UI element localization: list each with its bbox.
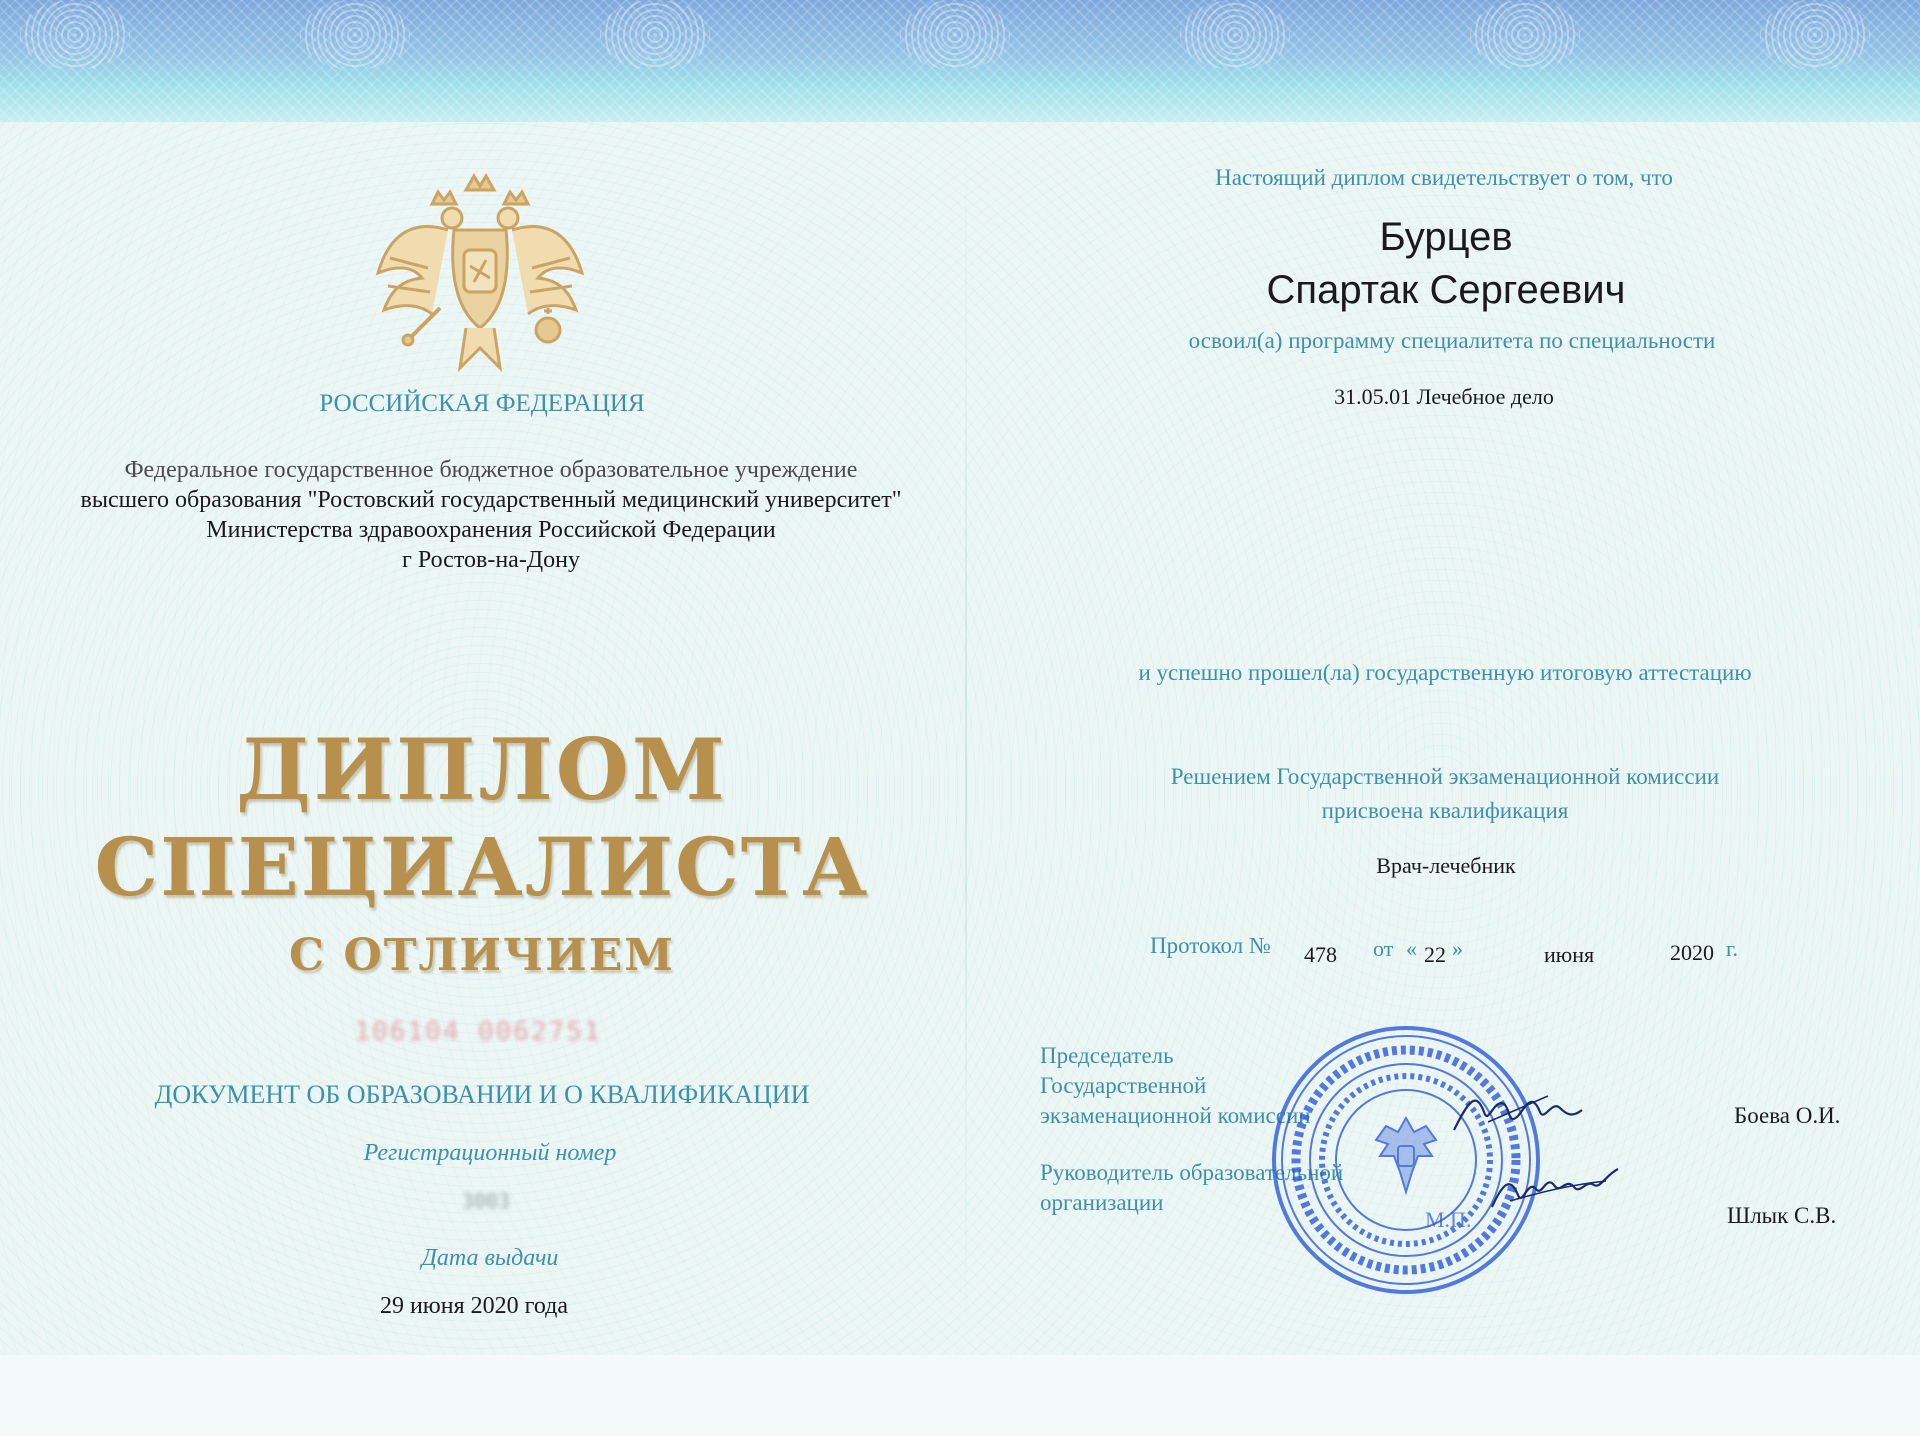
chair-line-1: Председатель: [1040, 1043, 1174, 1068]
decision-line-1: Решением Государственной экзаменационной комиссии: [1170, 764, 1720, 789]
serial-number: 106104 0062751: [354, 1017, 602, 1047]
protocol-year-suffix: г.: [1726, 936, 1739, 961]
attestation-text: и успешно прошел(ла) государственную итоговую аттестацию: [1138, 660, 1752, 685]
issue-date-label: Дата выдачи: [421, 1245, 559, 1271]
diploma-title-line-2: СПЕЦИАЛИСТА: [94, 820, 870, 914]
specialty: 31.05.01 Лечебное дело: [1334, 384, 1554, 409]
head-line-1: Руководитель образовательной: [1040, 1160, 1344, 1185]
chair-line-2: Государственной: [1040, 1073, 1207, 1098]
protocol-close-quote: »: [1452, 936, 1463, 961]
graduate-surname: Бурцев: [1379, 215, 1513, 259]
diploma-title-line-3: С ОТЛИЧИЕМ: [289, 930, 675, 981]
protocol-day: 22: [1424, 942, 1446, 967]
double-headed-eagle-icon: [370, 168, 590, 393]
institution-line-3: Министерства здравоохранения Российской Федерации: [206, 517, 776, 543]
program-text: освоил(а) программу специалитета по специальности: [1188, 328, 1716, 353]
protocol-month: июня: [1544, 942, 1595, 967]
certify-intro: Настоящий диплом свидетельствует о том, что: [1215, 165, 1673, 190]
country-name: РОССИЙСКАЯ ФЕДЕРАЦИЯ: [319, 390, 645, 417]
bottom-margin: [0, 1355, 1920, 1436]
rosette-ornament: [20, 0, 130, 70]
chair-signature-icon: [1448, 1082, 1588, 1146]
rosette-ornament: [1180, 0, 1290, 70]
graduate-given-names: Спартак Сергеевич: [1266, 268, 1626, 312]
institution-line-1: Федеральное государственное бюджетное образовательное учреждение: [124, 457, 858, 483]
decorative-top-band: [0, 0, 1920, 122]
institution-line-2: высшего образования "Ростовский государственный медицинский университет": [80, 487, 902, 513]
head-signature-icon: [1488, 1155, 1628, 1221]
head-line-2: организации: [1040, 1190, 1164, 1215]
chair-name: Боева О.И.: [1734, 1103, 1841, 1128]
protocol-label: Протокол №: [1150, 933, 1271, 958]
registration-number: 3003: [461, 1189, 511, 1213]
rosette-ornament: [1760, 0, 1870, 70]
rosette-ornament: [600, 0, 710, 70]
protocol-from-label: от: [1373, 936, 1394, 961]
qualification: Врач-лечебник: [1376, 853, 1516, 878]
rosette-ornament: [1470, 0, 1580, 70]
chair-line-3: экзаменационной комиссии: [1040, 1103, 1311, 1128]
stamp-mark: М.П.: [1425, 1207, 1472, 1232]
protocol-number: 478: [1304, 942, 1337, 967]
institution-line-4: г Ростов-на-Дону: [401, 547, 581, 573]
head-name: Шлык С.В.: [1727, 1203, 1837, 1228]
diploma-title-line-1: ДИПЛОМ: [236, 720, 728, 819]
issue-date: 29 июня 2020 года: [379, 1293, 569, 1319]
page-fold: [965, 122, 967, 1355]
rosette-ornament: [900, 0, 1010, 70]
document-type: ДОКУМЕНТ ОБ ОБРАЗОВАНИИ И О КВАЛИФИКАЦИИ: [154, 1080, 810, 1109]
protocol-year: 2020: [1670, 940, 1714, 965]
registration-label: Регистрационный номер: [363, 1140, 617, 1166]
protocol-open-quote: «: [1406, 936, 1417, 961]
rosette-ornament: [300, 0, 410, 70]
decision-line-2: присвоена квалификация: [1321, 798, 1569, 823]
